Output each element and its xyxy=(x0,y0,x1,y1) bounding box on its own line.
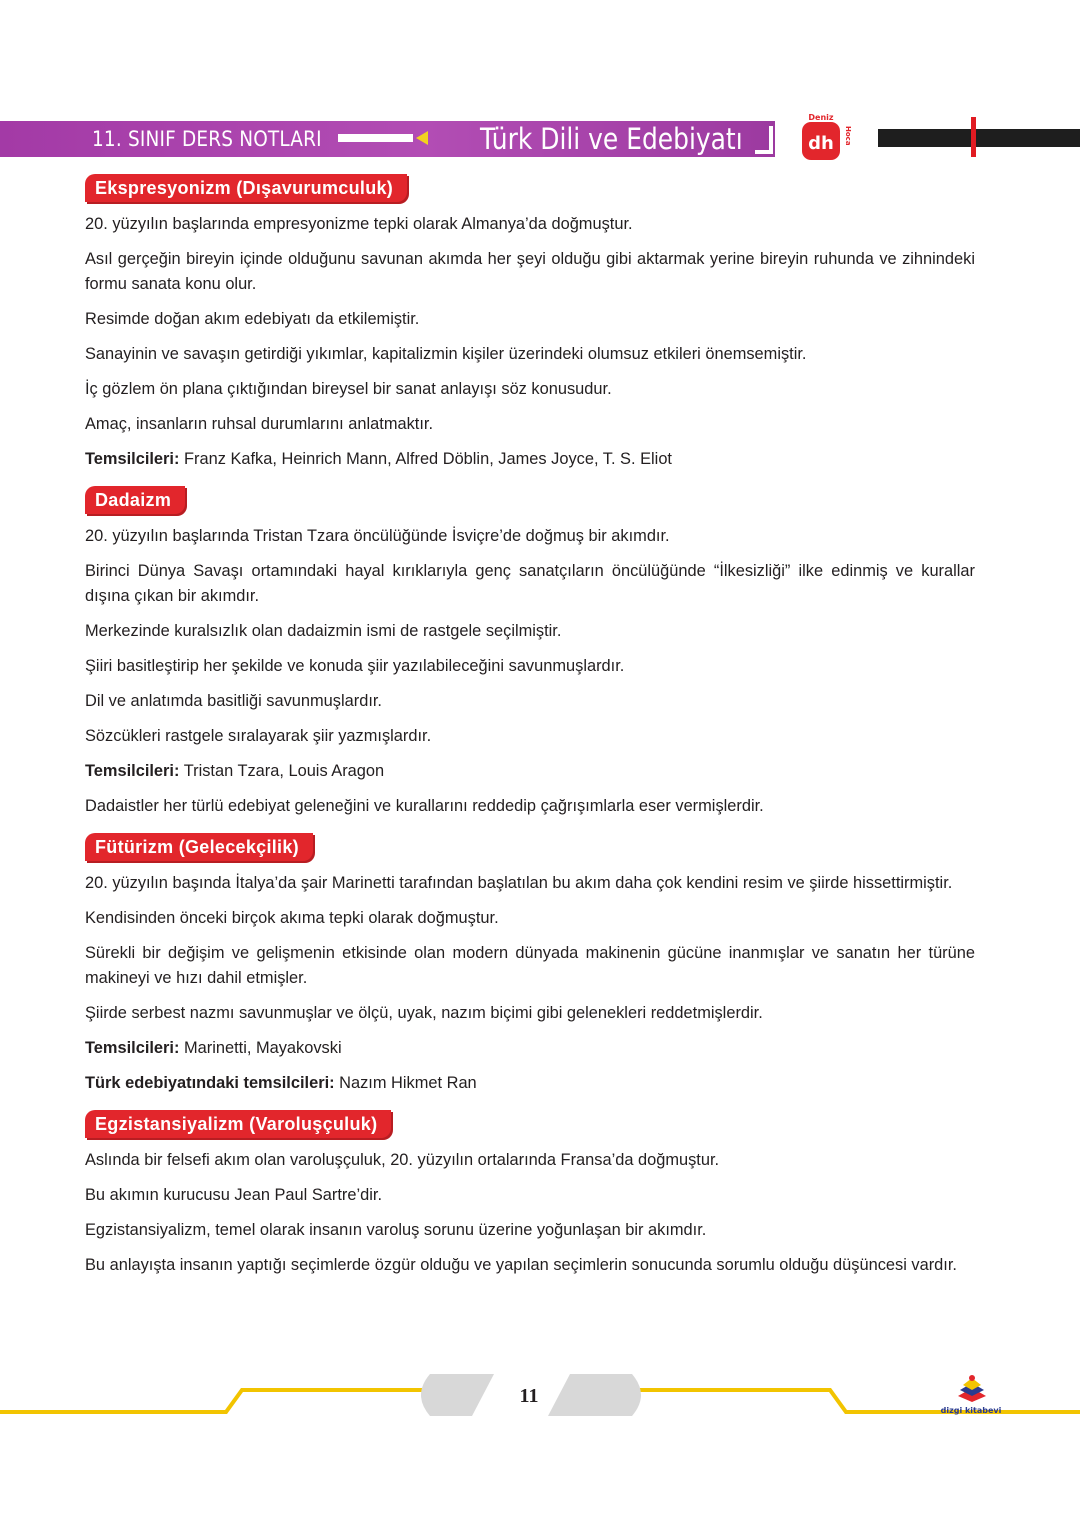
header-divider-line xyxy=(338,134,413,142)
representatives xyxy=(85,1036,975,1061)
representatives xyxy=(85,759,975,784)
section-title: Fütürizm (Gelecekçilik) xyxy=(85,833,313,861)
representatives-label: Temsilcileri: xyxy=(85,762,180,780)
representatives-label: Temsilcileri: xyxy=(85,450,180,468)
header-right-bar xyxy=(878,129,1080,147)
turkish-representatives-value: Nazım Hikmet Ran xyxy=(334,1074,477,1092)
header-subject-title: Türk Dili ve Edebiyatı xyxy=(480,122,743,156)
paragraph: Asıl gerçeğin bireyin içinde olduğunu savunan akımda her şeyi olduğu gibi aktarmak yerine bireyin ruhunda ve zihnindeki formu sanata konu olur. xyxy=(85,250,975,293)
deniz-hoca-logo xyxy=(800,112,852,162)
logo-mark: dh xyxy=(808,133,834,154)
section-futurizm xyxy=(85,833,975,1096)
representatives-label: Temsilcileri: xyxy=(85,1039,180,1057)
paragraph: Aslında bir felsefi akım olan varoluşçuluk, 20. yüzyılın ortalarında Fransa’da doğmuştur. xyxy=(85,1151,720,1169)
section-title: Dadaizm xyxy=(85,486,185,514)
representatives xyxy=(85,447,975,472)
section-dadaizm xyxy=(85,486,975,819)
logo-text-top: Deniz xyxy=(808,113,834,122)
representatives-value: Franz Kafka, Heinrich Mann, Alfred Döblin, James Joyce, T. S. Eliot xyxy=(179,450,672,468)
paragraph: Şiirde serbest nazmı savunmuşlar ve ölçü, uyak, nazım biçimi gibi gelenekleri reddetmişlerdir. xyxy=(85,1004,763,1022)
paragraph: Egzistansiyalizm, temel olarak insanın varoluş sorunu üzerine yoğunlaşan bir akımdır. xyxy=(85,1221,707,1239)
header-arrow-icon xyxy=(416,131,428,145)
paragraph: İç gözlem ön plana çıktığından bireysel bir sanat anlayışı söz konusudur. xyxy=(85,380,612,398)
paragraph: Resimde doğan akım edebiyatı da etkilemiştir. xyxy=(85,310,420,328)
section-title: Egzistansiyalizm (Varoluşçuluk) xyxy=(85,1110,391,1138)
paragraph: 20. yüzyılın başında İtalya’da şair Marinetti tarafından başlatılan bu akım daha çok kendini resim ve şiirde hissettirmiştir. xyxy=(85,874,953,892)
paragraph: Birinci Dünya Savaşı ortamındaki hayal kırıklarıyla genç sanatçıların öncülüğünde “İlkesizliği” ilke edinmiş ve kurallar dışına çıkan bir akımdır. xyxy=(85,562,975,605)
paragraph: 20. yüzyılın başlarında empresyonizme tepki olarak Almanya’da doğmuştur. xyxy=(85,215,633,233)
section-ekspresyonizm xyxy=(85,174,975,472)
representatives-value: Marinetti, Mayakovski xyxy=(179,1039,342,1057)
paragraph: Bu anlayışta insanın yaptığı seçimlerde özgür olduğu ve yapılan seçimlerin sonucunda sorumlu olduğu düşüncesi vardır. xyxy=(85,1256,957,1274)
paragraph: Sanayinin ve savaşın getirdiği yıkımlar, kapitalizmin kişiler üzerindeki olumsuz etkileri önemsemiştir. xyxy=(85,345,807,363)
turkish-representatives-label: Türk edebiyatındaki temsilcileri: xyxy=(85,1074,335,1092)
paragraph: Bu akımın kurucusu Jean Paul Sartre’dir. xyxy=(85,1186,382,1204)
paragraph: 20. yüzyılın başlarında Tristan Tzara öncülüğünde İsviçre’de doğmuş bir akımdır. xyxy=(85,527,670,545)
paragraph: Dadaistler her türlü edebiyat geleneğini ve kurallarını reddedip çağrışımlarla eser vermişlerdir. xyxy=(85,797,764,815)
section-title: Ekspresyonizm (Dışavurumculuk) xyxy=(85,174,407,202)
header-red-marker xyxy=(971,117,976,157)
book-stack-icon xyxy=(954,1374,990,1404)
page-content xyxy=(85,174,975,1288)
paragraph: Sürekli bir değişim ve gelişmenin etkisinde olan modern dünyada makinenin gücüne inanmışlar ve sanatın her türüne makineyi ve hızı dahil etmişler. xyxy=(85,944,975,987)
logo-text-side: Hoca xyxy=(844,126,852,146)
paragraph: Sözcükleri rastgele sıralayarak şiir yazmışlardır. xyxy=(85,727,432,745)
paragraph: Dil ve anlatımda basitliği savunmuşlardır. xyxy=(85,692,382,710)
paragraph: Merkezinde kuralsızlık olan dadaizmin ismi de rastgele seçilmiştir. xyxy=(85,622,562,640)
paragraph: Şiiri basitleştirip her şekilde ve konuda şiir yazılabileceğini savunmuşlardır. xyxy=(85,657,625,675)
page-number: 11 xyxy=(519,1385,539,1407)
paragraph: Kendisinden önceki birçok akıma tepki olarak doğmuştur. xyxy=(85,909,499,927)
paragraph: Amaç, insanların ruhsal durumlarını anlatmaktır. xyxy=(85,415,433,433)
turkish-representatives xyxy=(85,1071,975,1096)
representatives-value: Tristan Tzara, Louis Aragon xyxy=(179,762,385,780)
header-course-label: 11. SINIF DERS NOTLARI xyxy=(92,127,322,151)
section-egzistansiyalizm xyxy=(85,1110,975,1278)
publisher-brand: dizgi kitabevi xyxy=(940,1406,1002,1415)
header-corner-icon xyxy=(755,126,773,154)
